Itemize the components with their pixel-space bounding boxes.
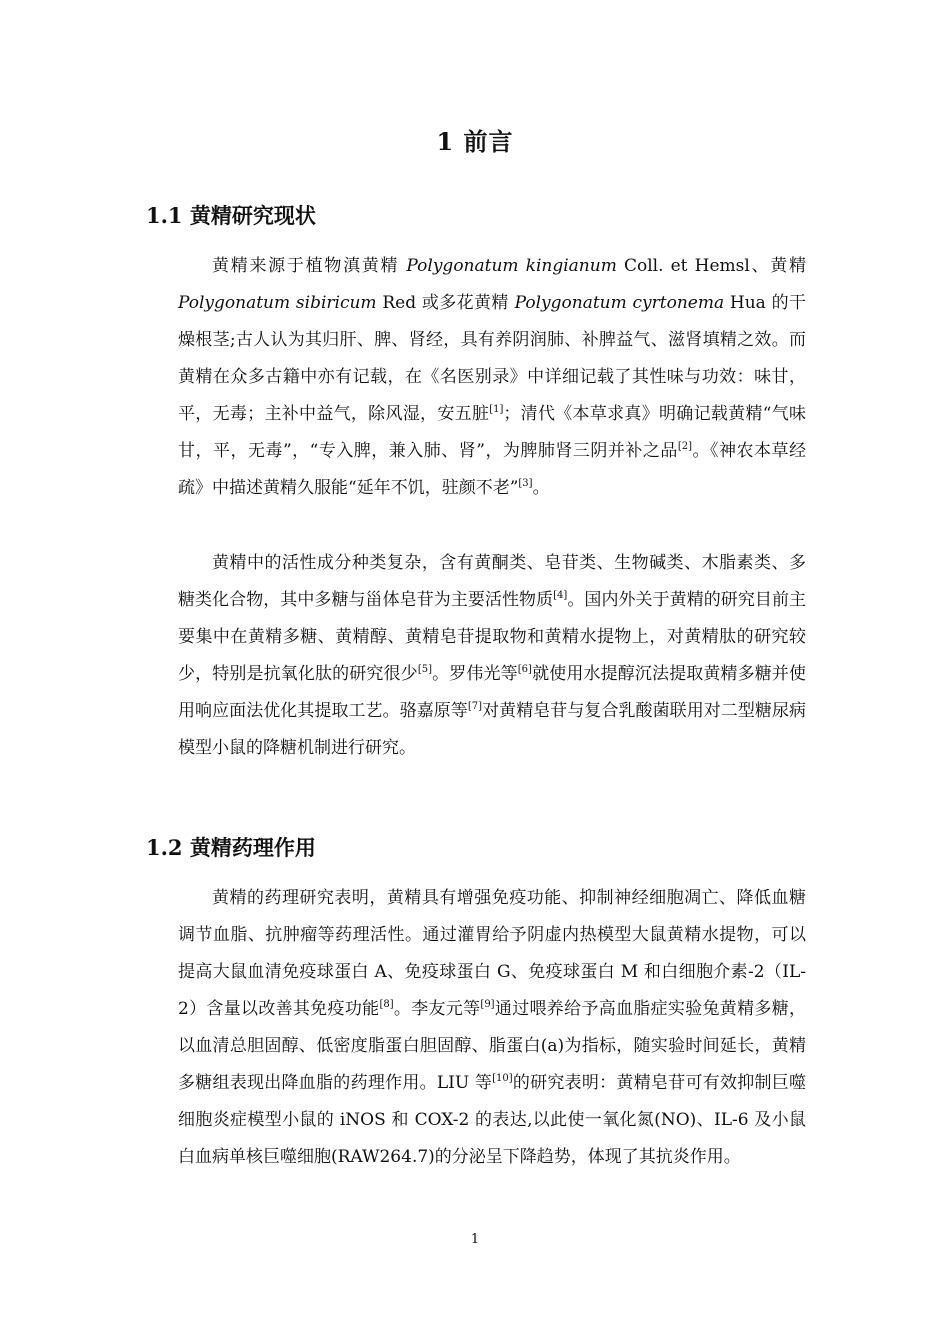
text-run: ；清代《本草求真》明确记载黄精“气味甘，平，无毒”，“专入脾，兼入肺、肾”，为脾肺肾三阴并补之品 <box>178 404 806 461</box>
text-run: 对黄精皂苷与复合乳酸菌联用对二型糖尿病模型小鼠的降糖机制进行研究。 <box>178 701 807 758</box>
paragraph-active-components <box>178 545 806 767</box>
text-run: Red 或多花黄精 <box>376 293 515 313</box>
chapter-title: 1 前言 <box>436 127 514 156</box>
text-run: 。国内外关于黄精的研究目前主要集中在黄精多糖、黄精醇、黄精皂苷提取物和黄精水提物上，对黄精肽的研究较少，特别是抗氧化肽的研究很少 <box>178 590 807 684</box>
citation-ref: [10] <box>492 1073 513 1084</box>
text-run: 通过喂养给予高血脂症实验兔黄精多糖，以血清总胆固醇、低密度脂蛋白胆固醇、脂蛋白(a)为指标，随实验时间延长，黄精多糖组表现出降血脂的药理作用。LIU 等 <box>178 999 807 1093</box>
citation-ref: [5] <box>417 664 432 675</box>
page-number: 1 <box>470 1232 480 1247</box>
citation-ref: [8] <box>379 999 394 1010</box>
citation-ref: [2] <box>677 441 693 452</box>
citation-ref: [7] <box>467 701 483 712</box>
text-run: 黄精来源于植物滇黄精 <box>212 256 407 276</box>
citation-ref: [9] <box>480 999 495 1010</box>
section-heading-1-2: 1.2 黄精药理作用 <box>146 835 316 860</box>
citation-ref: [3] <box>518 478 533 489</box>
text-run: 。罗伟光等 <box>431 664 518 684</box>
text-run: 。《神农本草经疏》中描述黄精久服能“延年不饥，驻颜不老” <box>178 441 806 498</box>
species-name: Polygonatum cyrtonema <box>514 293 725 313</box>
section-heading-1-1: 1.1 黄精研究现状 <box>146 203 316 228</box>
text-run: 黄精中的活性成分种类复杂，含有黄酮类、皂苷类、生物碱类、木脂素类、多糖类化合物，其中多糖与甾体皂苷为主要活性物质 <box>178 553 806 610</box>
paragraph-pharmacology <box>178 880 806 1176</box>
text-run: 的研究表明：黄精皂苷可有效抑制巨噬细胞炎症模型小鼠的 iNOS 和 COX-2 的表达,以此使一氧化氮(NO)、IL-6 及小鼠白血病单核巨噬细胞(RAW264.7)的分泌呈下降趋势，体现了其抗炎作用。 <box>178 1073 806 1167</box>
species-name: Polygonatum sibiricum <box>178 293 377 313</box>
text-run: 黄精的药理研究表明，黄精具有增强免疫功能、抑制神经细胞凋亡、降低血糖调节血脂、抗肿瘤等药理活性。通过灌胃给予阴虚内热模型大鼠黄精水提物，可以提高大鼠血清免疫球蛋白 A、免疫球蛋白 G、免疫球蛋白 M 和白细胞介素-2（IL-2）含量以改善其免疫功能 <box>178 888 806 1019</box>
text-run: 。李友元等 <box>393 999 481 1019</box>
text-run: Hua 的干燥根茎;古人认为其归肝、脾、肾经，具有养阴润肺、补脾益气、滋肾填精之效。而黄精在众多古籍中亦有记载，在《名医别录》中详细记载了其性味与功效：味甘，平，无毒；主补中益气，除风湿，安五脏 <box>178 293 806 424</box>
citation-ref: [4] <box>553 590 568 601</box>
text-run: Coll. et Hemsl、黄精 <box>616 256 806 276</box>
paragraph-research-status <box>178 248 806 507</box>
citation-ref: [1] <box>489 404 504 415</box>
citation-ref: [6] <box>517 664 532 675</box>
species-name: Polygonatum kingianum <box>406 256 617 276</box>
text-run: 。 <box>532 478 550 498</box>
text-run: 就使用水提醇沉法提取黄精多糖并使用响应面法优化其提取工艺。骆嘉原等 <box>178 664 807 721</box>
